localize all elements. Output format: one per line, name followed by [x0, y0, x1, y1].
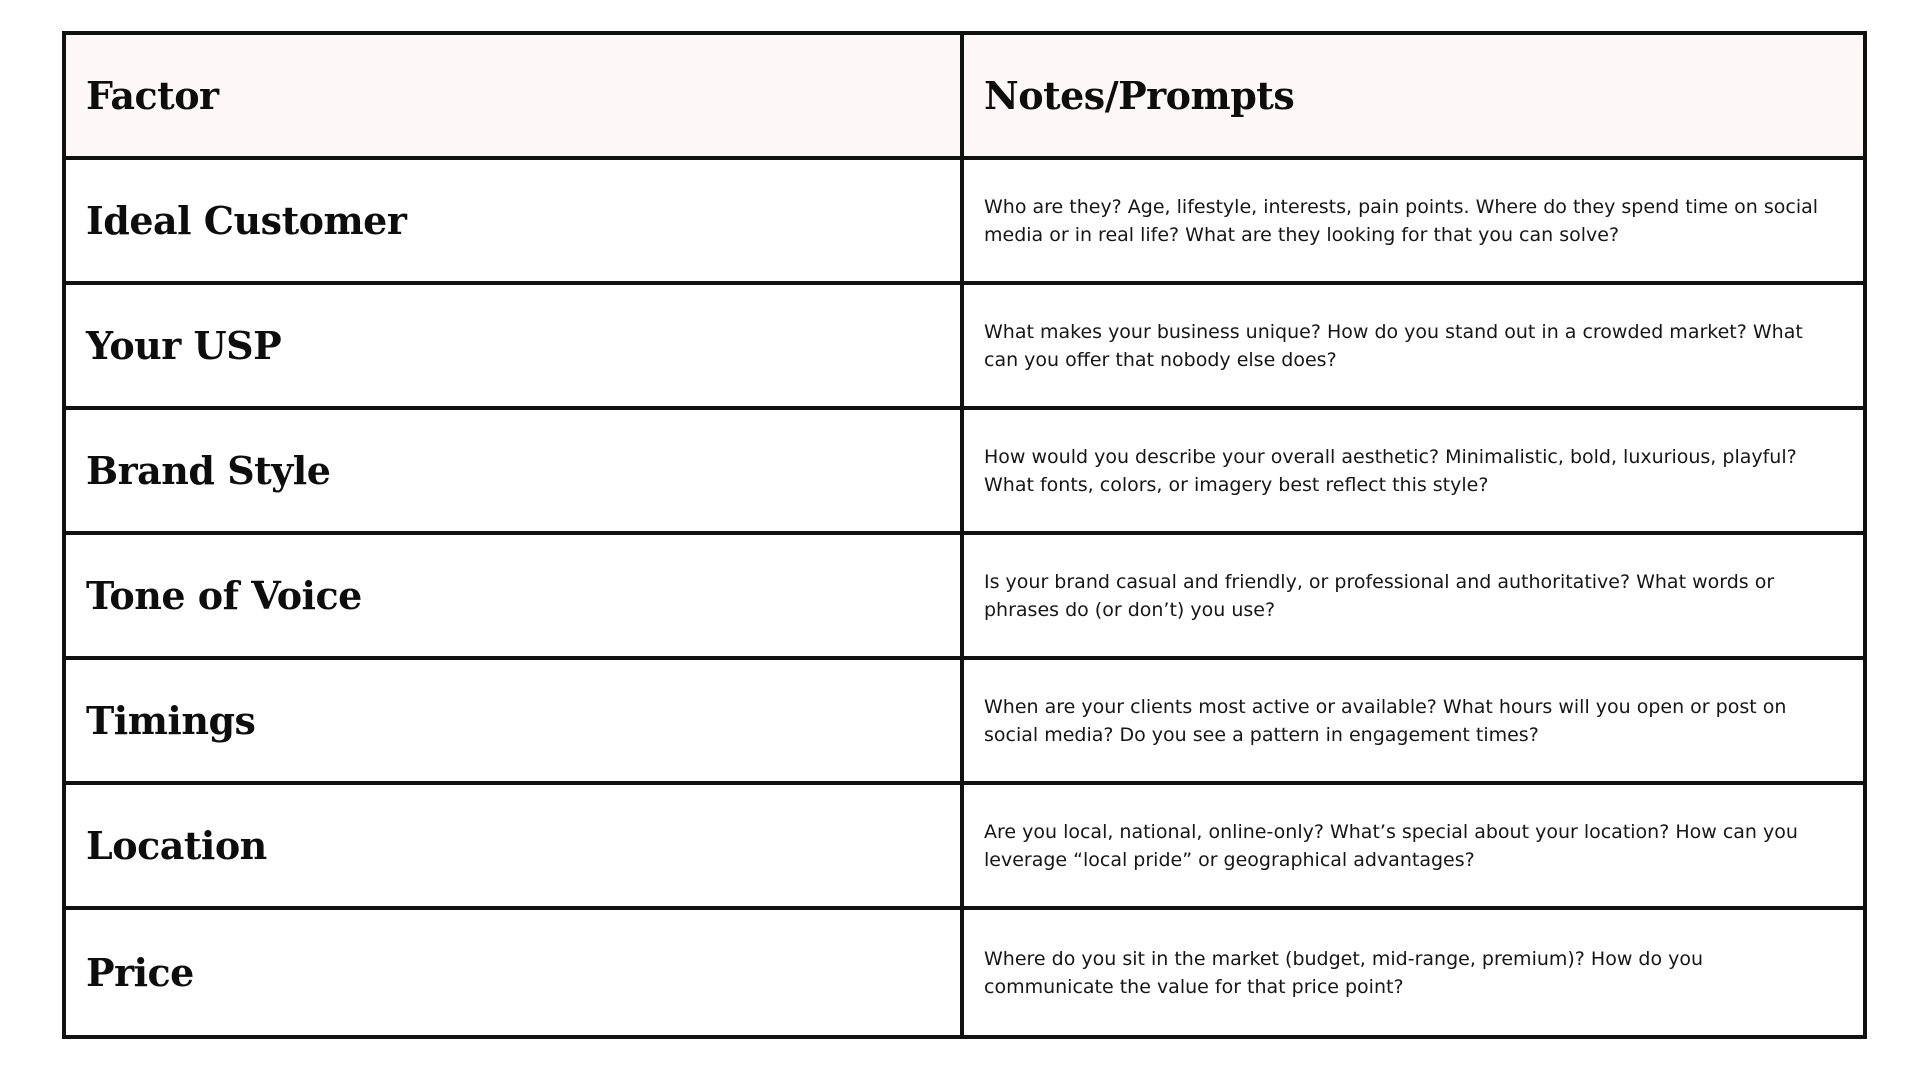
header-notes: Notes/Prompts — [984, 73, 1295, 118]
table-row-notes — [964, 160, 1863, 285]
notes-timings: When are your clients most active or available? What hours will you open or post on social media? Do you see a pattern in engagement times? — [984, 695, 1787, 746]
header-factor-cell — [66, 35, 964, 160]
table-row-notes — [964, 910, 1863, 1035]
table-row-notes — [964, 285, 1863, 410]
notes-location: Are you local, national, online-only? What’s special about your location? How can you leverage “local pride” or geographical advantages? — [984, 820, 1798, 871]
table-row-factor — [66, 785, 964, 910]
factor-price: Price — [86, 950, 194, 995]
notes-ideal-customer: Who are they? Age, lifestyle, interests, pain points. Where do they spend time on social media or in real life? What are they looking for that you can solve? — [984, 195, 1819, 246]
table-row-notes — [964, 535, 1863, 660]
notes-price: Where do you sit in the market (budget, mid-range, premium)? How do you communicate the value for that price point? — [984, 947, 1704, 998]
table-row-notes — [964, 410, 1863, 535]
header-notes-cell — [964, 35, 1863, 160]
table-row-factor — [66, 285, 964, 410]
notes-your-usp: What makes your business unique? How do you stand out in a crowded market? What can you offer that nobody else does? — [984, 320, 1803, 371]
table-row-factor — [66, 535, 964, 660]
notes-brand-style: How would you describe your overall aesthetic? Minimalistic, bold, luxurious, playful? What fonts, colors, or imagery best reflect this style? — [984, 445, 1797, 496]
table-row-notes — [964, 660, 1863, 785]
table-row-factor — [66, 910, 964, 1035]
factor-location: Location — [86, 823, 267, 868]
factor-your-usp: Your USP — [86, 323, 282, 368]
table-row-notes — [964, 785, 1863, 910]
factor-brand-style: Brand Style — [86, 448, 331, 493]
table-row-factor — [66, 660, 964, 785]
factor-timings: Timings — [86, 698, 256, 743]
factor-tone-of-voice: Tone of Voice — [86, 573, 362, 618]
factor-ideal-customer: Ideal Customer — [86, 198, 407, 243]
factor-table — [62, 31, 1867, 1039]
table-row-factor — [66, 160, 964, 285]
notes-tone-of-voice: Is your brand casual and friendly, or professional and authoritative? What words or phrases do (or don’t) you use? — [984, 570, 1775, 621]
header-factor: Factor — [86, 73, 219, 118]
table-row-factor — [66, 410, 964, 535]
